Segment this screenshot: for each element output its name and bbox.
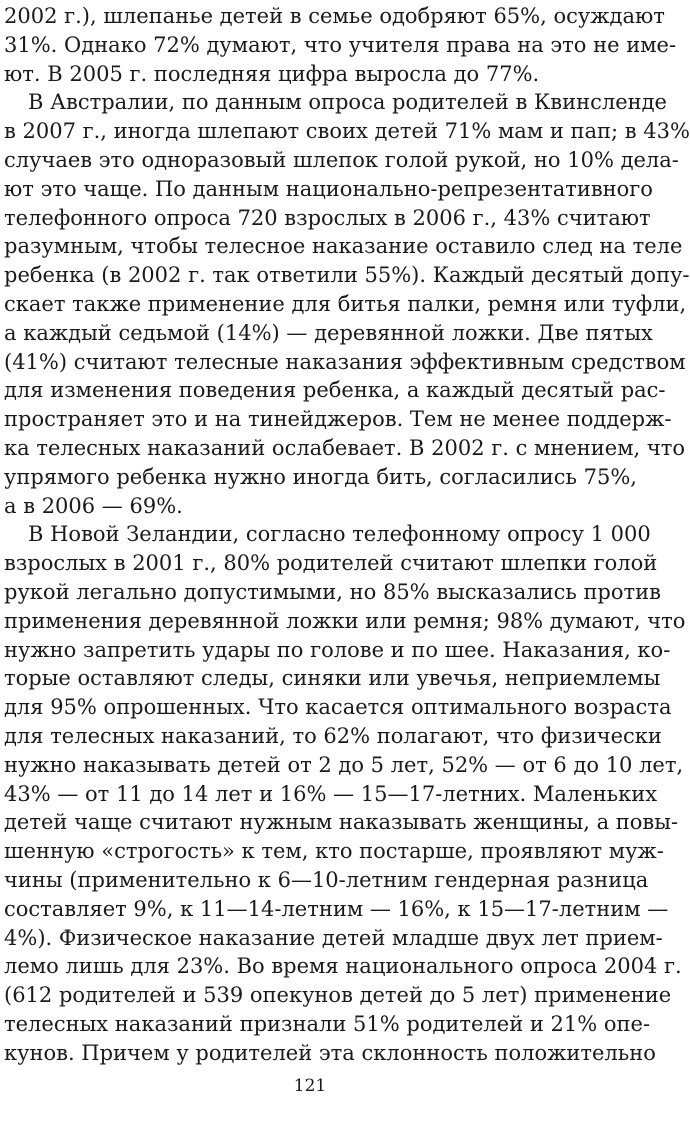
text-line: взрослых в 2001 г., 80% родителей считают шлепки голой bbox=[4, 551, 658, 576]
text-line: разумным, чтобы телесное наказание оставило след на теле bbox=[4, 234, 683, 259]
text-line: пространяет это и на тинейджеров. Тем не менее поддерж- bbox=[4, 407, 672, 432]
text-line: чины (применительно к 6—10-летним гендерная разница bbox=[4, 867, 649, 892]
text-line: ют это чаще. По данным национально-репрезентативного bbox=[4, 176, 653, 201]
text-line: для 95% опрошенных. Что касается оптимального возраста bbox=[4, 695, 672, 720]
text-line: лемо лишь для 23%. Во время национального опроса 2004 г. bbox=[4, 954, 682, 979]
text-line: применения деревянной ложки или ремня; 98% думают, что bbox=[4, 608, 686, 633]
text-line: кунов. Причем у родителей эта склонность положительно bbox=[4, 1040, 656, 1065]
text-line: нужно наказывать детей от 2 до 5 лет, 52% — от 6 до 10 лет, bbox=[4, 752, 684, 777]
page-number: 121 bbox=[293, 1076, 327, 1096]
text-line: составляет 9%, к 11—14-летним — 16%, к 15—17-летним — bbox=[4, 896, 669, 921]
text-line: 31%. Однако 72% думают, что учителя права на это не име- bbox=[4, 32, 677, 57]
text-line: а каждый седьмой (14%) — деревянной ложки. Две пятых bbox=[4, 320, 653, 345]
text-line: ка телесных наказаний ослабевает. В 2002 г. с мнением, что bbox=[4, 435, 686, 460]
text-line: телесных наказаний признали 51% родителей и 21% опе- bbox=[4, 1011, 651, 1036]
text-line: (612 родителей и 539 опекунов детей до 5 лет) применение bbox=[4, 983, 672, 1008]
text-line: телефонного опроса 720 взрослых в 2006 г., 43% считают bbox=[4, 205, 651, 230]
text-line: для телесных наказаний, то 62% полагают, что физически bbox=[4, 723, 662, 748]
text-line: рукой легально допустимыми, но 85% высказались против bbox=[4, 579, 661, 604]
text-line: шенную «строгость» к тем, кто постарше, проявляют муж- bbox=[4, 839, 664, 864]
text-line: В Австралии, по данным опроса родителей в Квинсленде bbox=[28, 90, 667, 115]
text-line: ребенка (в 2002 г. так ответили 55%). Каждый десятый допу- bbox=[4, 263, 690, 288]
text-line: нужно запретить удары по голове и по шее. Наказания, ко- bbox=[4, 637, 671, 662]
text-line: ют. В 2005 г. последняя цифра выросла до 77%. bbox=[4, 61, 540, 86]
text-line: В Новой Зеландии, согласно телефонному опросу 1 000 bbox=[28, 522, 651, 547]
text-line: для изменения поведения ребенка, а каждый десятый рас- bbox=[4, 378, 666, 403]
text-line: 4%). Физическое наказание детей младше двух лет прием- bbox=[4, 925, 663, 950]
text-line: 43% — от 11 до 14 лет и 16% — 15—17-летних. Маленьких bbox=[4, 781, 658, 806]
text-line: детей чаще считают нужным наказывать женщины, а повы- bbox=[4, 810, 679, 835]
text-line: случаев это одноразовый шлепок голой рукой, но 10% дела- bbox=[4, 147, 679, 172]
text-line: в 2007 г., иногда шлепают своих детей 71% мам и пап; в 43% bbox=[4, 119, 690, 144]
book-page bbox=[4, 0, 690, 1128]
text-line: (41%) считают телесные наказания эффективным средством bbox=[4, 349, 686, 374]
text-line: упрямого ребенка нужно иногда бить, согласились 75%, bbox=[4, 464, 637, 489]
text-line: 2002 г.), шлепанье детей в семье одобряют 65%, осуждают bbox=[4, 4, 665, 28]
text-line: а в 2006 — 69%. bbox=[4, 493, 183, 518]
text-line: торые оставляют следы, синяки или увечья, неприемлемы bbox=[4, 666, 661, 691]
body-text bbox=[4, 2, 690, 1067]
text-line: скает также применение для битья палки, ремня или туфли, bbox=[4, 291, 687, 316]
